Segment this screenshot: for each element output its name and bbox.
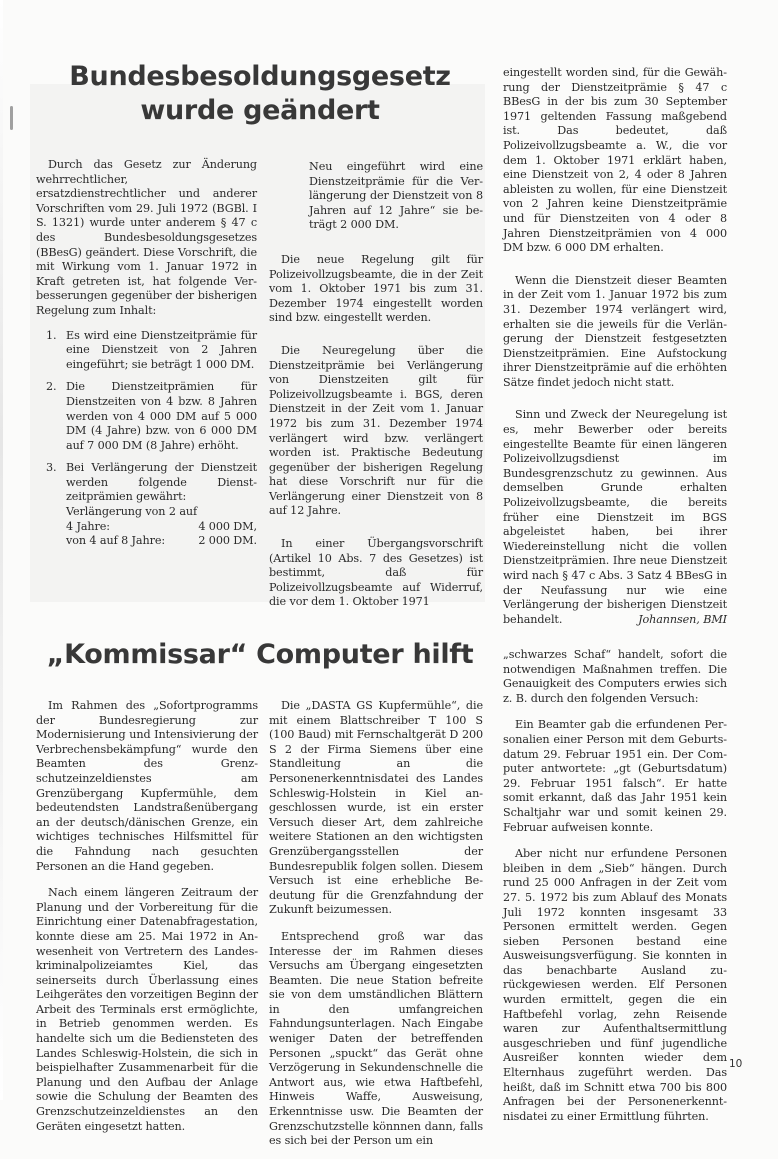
headline-line-1: Bundesbesoldungsgesetz bbox=[69, 61, 451, 92]
list-text: Es wird eine Dienstzeitprämie für eine Dienstzeit von 2 Jahren eingeführt; sie beträgt 1 000 DM. bbox=[66, 328, 257, 371]
list-subline: Verlängerung von 2 auf bbox=[66, 505, 198, 519]
list-number: 2. bbox=[46, 380, 57, 394]
paragraph: „schwarzes Schaf“ handelt, sofort die notwendigen Maßnahmen treffen. Die Genauigkeit des Computers erwies sich z. B. durch den folgenden Versuch: bbox=[503, 648, 727, 705]
article2-headline: „Kommissar“ Computer hilft bbox=[46, 639, 474, 670]
paragraph bbox=[503, 408, 727, 627]
page-edge bbox=[0, 0, 3, 1100]
list-item bbox=[36, 329, 257, 373]
premium-label: 4 Jahre: bbox=[66, 519, 110, 533]
paragraph: Die „DASTA GS Kupfermühle“, die mit einem Blattschreiber T 100 S (100 Baud) mit Fernschaltgerät D 200 S 2 der Firma Siemens über eine Standleitung an die Personenerkenntnisdatei des Landes Schleswig-Holstein in Kiel angeschlossen wurde, ist ein erster Versuch dieser Art, dem zahlreiche weitere Stationen an den wichtigsten Grenzübergangsstellen der Bundesrepublik folgen sollen. Diesem Versuch ist eine erhebliche Bedeutung für die Grenzfahndung der Zukunft beizumessen. bbox=[269, 699, 483, 917]
paragraph: eingestellt worden sind, für die Gewährung der Dienstzeitprämie § 47 c BBesG in der bis zum 30 September 1971 geltenden Fassung maßgebend ist. Das bedeutet, daß Polizeivollzugsbeamte a. W., die vor dem 1. Oktober 1971 erklärt haben, eine Dienstzeit von 2, 4 oder 8 Jahren ableisten zu wollen, für eine Dienstzeit von 2 Jahren keine Dienstzeitprämie und für Dienstzeiten von 4 oder 8 Jahren Dienstzeitprämien von 4 000 DM bzw. 6 000 DM erhalten. bbox=[503, 66, 727, 255]
paragraph: Nach einem längeren Zeitraum der Planung und der Vorbereitung für die Einrichtung einer Datenabfragestation, konnte diese am 25. Mai 1972 in Anwesenheit von Vertretern des Landeskriminalpolizeiamtes Kiel, das seinerseits durch Überlassung eines Leihgerätes den vorzeitigen Beginn der Arbeit des Terminals erst ermöglichte, in Betrieb genommen werden. Es handelte sich um die Bediensteten des Landes Schleswig-Holstein, die sich in beispielhafter Zusammenarbeit für die Planung und den Aufbau der Anlage sowie die Schulung der Beamten des Grenzschutzeinzeldienstes an den Geräten eingesetzt hatten. bbox=[36, 886, 258, 1133]
list-item-4: Neu eingeführt wird eine Dienstzeitprämie für die Verlängerung der Dienstzeit von 8 Jahren auf 12 Jahre“ sie beträgt 2 000 DM. bbox=[309, 160, 483, 232]
premium-value: 4 000 DM, bbox=[198, 519, 257, 533]
article1-headline bbox=[40, 60, 480, 128]
paragraph: In einer Übergangsvorschrift (Artikel 10 Abs. 7 des Gesetzes) ist bestimmt, daß für Polizeivollzugsbeamte auf Widerruf, die vor dem 1. Oktober 1971 bbox=[269, 537, 483, 609]
page-number: 10 bbox=[729, 1058, 743, 1070]
list-item bbox=[36, 461, 257, 549]
paragraph-text: Sinn und Zweck der Neuregelung ist es, mehr Bewerber oder bereits eingestellte Beamte für einen längeren Polizeivollzugsdienst im Bundesgrenzschutz zu gewinnen. Aus demselben Grunde erhalten Polizeivollzugsbeamte, die bereits früher eine Dienstzeit im BGS abgeleistet haben, bei ihrer Wiedereinstellung nicht die vollen Dienstzeitprämien. Ihre neue Dienstzeit wird nach § 47 c Abs. 3 Satz 4 BBesG in der Neufassung nur wie eine Verlängerung der bisherigen Dienstzeit behandelt. bbox=[503, 408, 727, 626]
scan-mark bbox=[10, 106, 13, 130]
paragraph: Aber nicht nur erfundene Personen bleiben in dem „Sieb“ hängen. Durch rund 25 000 Anfragen in der Zeit vom 27. 5. 1972 bis zum Ablauf des Monats Juli 1972 konnten insgesamt 33 Personen ermittelt werden. Gegen sieben Personen bestand eine Ausweisungsverfügung. Sie konnten in das benachbarte Ausland zurückgewiesen werden. Elf Personen wurden ermittelt, gegen die ein Haftbefehl vorlag, zehn Reisende waren zur Aufenthaltsermittlung ausgeschrieben und fünf jugendliche Ausreißer konnten wieder dem Elternhaus zugeführt werden. Das heißt, daß im Schnitt etwa 700 bis 800 Anfragen bei der Personenerkenntnisdatei zu einer Ermittlung führten. bbox=[503, 847, 727, 1123]
paragraph: Die Neuregelung über die Dienstzeitprämie bei Verlängerung von Dienstzeiten gilt für Polizeivollzugsbeamte i. BGS, deren Dienstzeit in der Zeit vom 1. Januar 1972 bis zum 31. Dezember 1974 verlängert wird bzw. verlängert worden ist. Praktische Bedeutung gegenüber der bisherigen Regelung hat diese Vorschrift nur für die Verlängerung einer Dienstzeit von 8 auf 12 Jahre. bbox=[269, 343, 483, 518]
premium-row bbox=[66, 520, 257, 535]
article1-column-2 bbox=[269, 160, 483, 620]
article2-column-1 bbox=[36, 699, 258, 1144]
article2-column-2 bbox=[269, 699, 483, 1159]
paragraph: Durch das Gesetz zur Änderung wehrrechtlicher, ersatzdienstrechtlicher und anderer Vorschriften vom 29. Juli 1972 (BGBl. I S. 1321) wurde unter anderem § 47 c des Bundesbesoldungsgesetzes (BBesG) geändert. Diese Vorschrift, die mit Wirkung vom 1. Januar 1972 in Kraft getreten ist, hat folgende Verbesserungen gegenüber der bisherigen Regelung zum Inhalt: bbox=[36, 158, 257, 317]
paragraph: Die neue Regelung gilt für Polizeivollzugsbeamte, die in der Zeit vom 1. Oktober 1971 bis zum 31. Dezember 1974 eingestellt worden sind bzw. eingestellt werden. bbox=[269, 252, 483, 325]
amendment-list bbox=[36, 329, 257, 549]
list-text: Bei Verlängerung der Dienstzeit werden folgende Dienstzeitprämien gewährt: bbox=[66, 461, 257, 504]
paragraph: Im Rahmen des „Sofortprogramms der Bundesregierung zur Modernisierung und Intensivierung der Verbrechensbekämpfung“ wurde den Beamten des Grenzschutzeinzeldienstes am Grenzübergang Kupfermühle, dem bedeutendsten Landstraßenübergang an der deutsch/dänischen Grenze, ein wichtiges technisches Hilfsmittel für die Fahndung nach gesuchten Personen an die Hand gegeben. bbox=[36, 699, 258, 873]
paragraph: Ein Beamter gab die erfundenen Personalien einer Person mit dem Geburtsdatum 29. Februar 1951 ein. Der Computer antwortete: „gt (Geburtsdatum) 29. Februar 1951 falsch“. Er hatte somit erkannt, daß das Jahr 1951 kein Schaltjahr war und somit keinen 29. Februar aufweisen konnte. bbox=[503, 718, 727, 834]
headline-line-2: wurde geändert bbox=[140, 95, 380, 126]
author-signature: Johannsen, BMI bbox=[638, 612, 727, 626]
premium-label: von 4 auf 8 Jahre: bbox=[66, 534, 166, 548]
list-text: Die Dienstzeitprämien für Dienstzeiten von 4 bzw. 8 Jahren werden von 4 000 DM auf 5 000 DM (4 Jahre) bzw. von 6 000 DM auf 7 000 DM (8 Jahre) erhöht. bbox=[66, 380, 257, 452]
premium-value: 2 000 DM. bbox=[198, 534, 257, 548]
paragraph: Entsprechend groß war das Interesse der im Rahmen dieses Versuchs am Übergang eingesetzten Beamten. Die neue Station befreite sie von dem umständlichen Blättern in den umfangreichen Fahndungsunterlagen. Nach Eingabe weniger Daten der betreffenden Personen „spuckt“ das Gerät ohne Verzögerung in Sekundenschnelle die Antwort aus, wie etwa Haftbefehl, Hinweis Waffe, Ausweisung, Erkenntnisse usw. Die Beamten der Grenzschutzstelle könnnen dann, falls es sich bei der Person um ein bbox=[269, 929, 483, 1148]
list-number: 1. bbox=[46, 328, 57, 342]
article1-column-3 bbox=[503, 66, 727, 637]
article1-column-1 bbox=[36, 158, 257, 557]
list-number: 3. bbox=[46, 461, 57, 475]
paragraph: Wenn die Dienstzeit dieser Beamten in der Zeit vom 1. Januar 1972 bis zum 31. Dezember 1974 verlängert wird, erhalten sie die jeweils für die Verlängerung der Dienstzeit festgesetzten Dienstzeitprämien. Eine Aufstockung ihrer Dienstzeitprämie auf die erhöhten Sätze findet jedoch nicht statt. bbox=[503, 273, 727, 389]
article2-column-3 bbox=[503, 648, 727, 1134]
list-item bbox=[36, 380, 257, 453]
premium-row bbox=[66, 534, 257, 549]
